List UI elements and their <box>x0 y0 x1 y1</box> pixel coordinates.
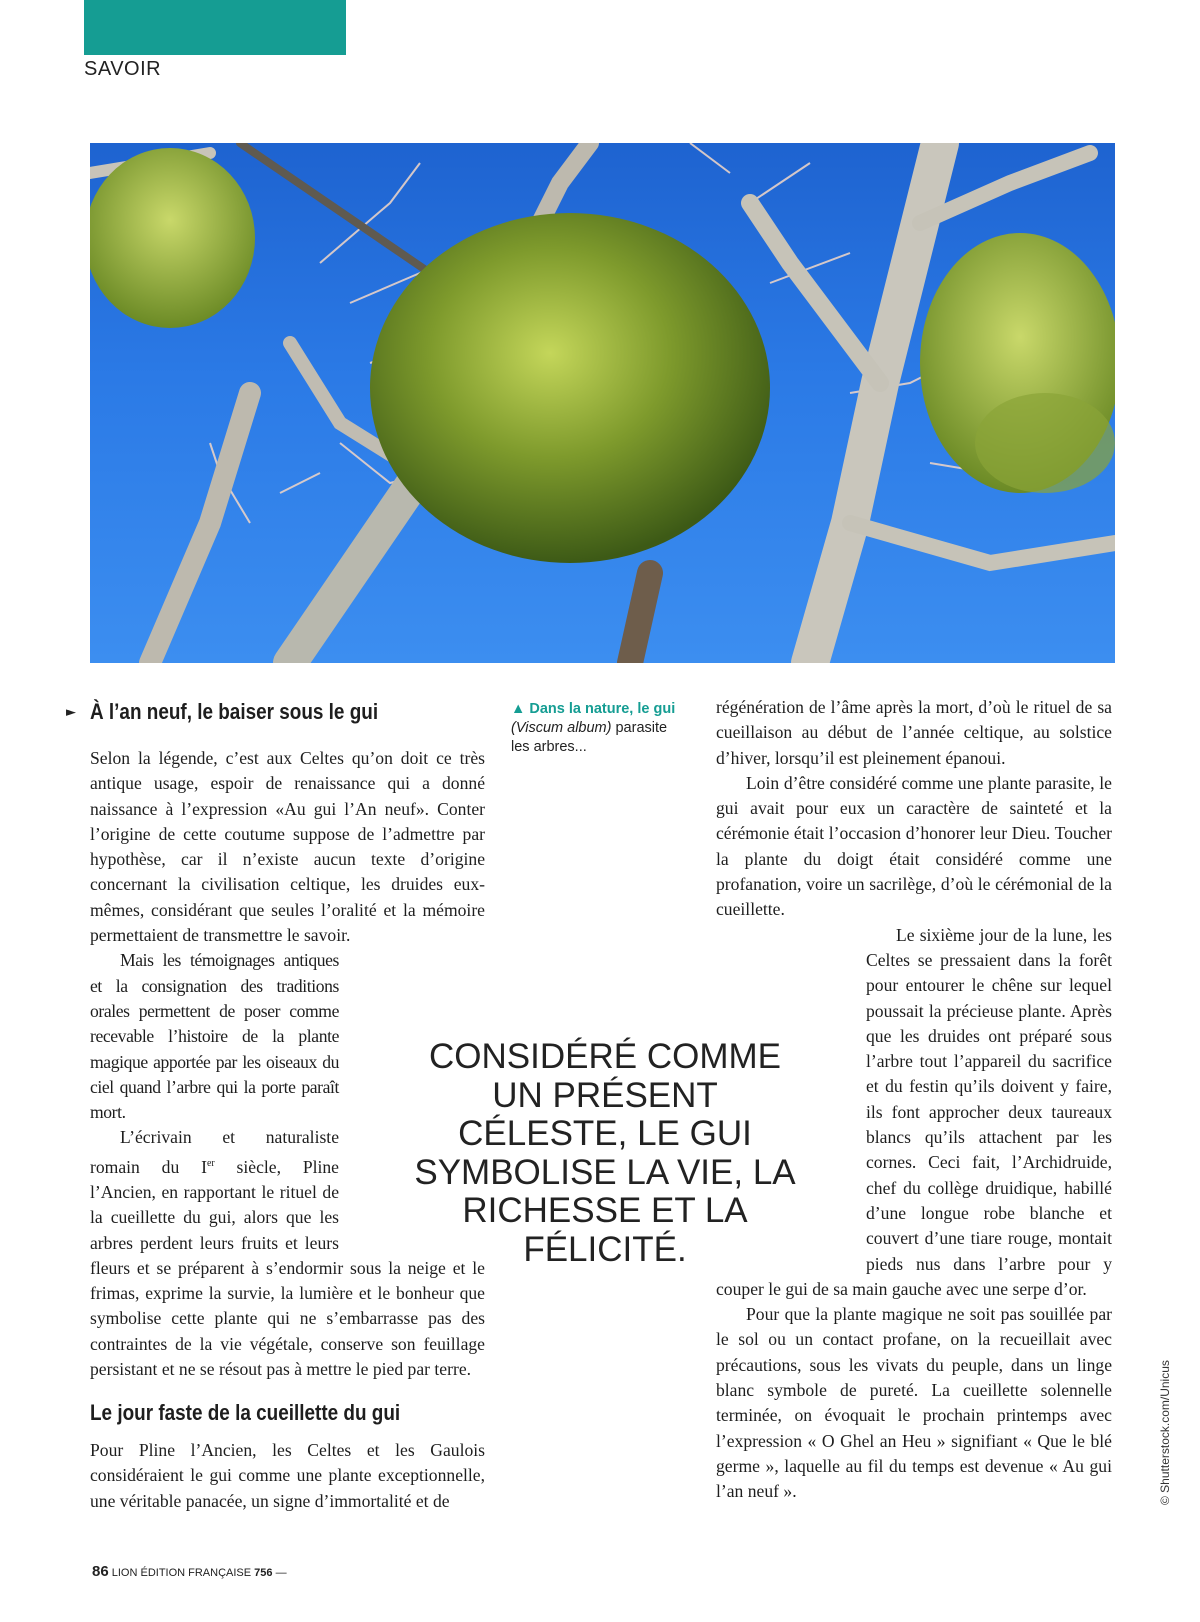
paragraph-saintete: Loin d’être considéré comme une plante parasite, le gui avait pour eux un caractère de sainteté et la cérémonie était l’occasion d’honorer leur Dieu. Toucher la plante du doigt était considéré comme une profanation, voire un sacrilège, d’où le cérémonial de la cueillette. <box>716 772 1112 920</box>
paragraph-sixieme-jour: Le sixième jour de la lune, les Celtes se pressaient dans la forêt pour entourer le chêne sur lequel poussait la précieuse plante. Après que les druides ont préparé sous l’arbre tout l’appareil du sacrifice et du festin qu’ils doivent y faire, ils font approcher deux taureaux blancs qu’ils attachent par les cornes. Ceci fait, l’Archidruide, chef du collège druidique, habillé d’une longue robe blanche et couvert d’une tiare rouge, montait pieds nus dans l’arbre pour y couper le gui de sa main gauche avec une serpe d’or. <box>716 924 1112 1299</box>
paragraph-panacee: Pour Pline l’Ancien, les Celtes et les Gaulois considéraient le gui comme une plante exceptionnelle, une véritable panacée, un signe d’immortalité et de <box>90 1440 485 1511</box>
paragraph-intro: Selon la légende, c’est aux Celtes qu’on doit ce très antique usage, espoir de renaissance qui a donné naissance à l’expression «Au gui l’An neuf». Conter l’origine de cette coutume suppose de l’admettre par hypothèse, car il n’existe aucun texte d’origine concernant la civilisation celtique, les druides eux-mêmes, considérant que seules l’oralité et la mémoire permettaient de transmettre le savoir. <box>90 748 485 946</box>
pull-quote: CONSIDÉRÉ COMME UN PRÉSENT CÉLESTE, LE GUI SYMBOLISE LA VIE, LA RICHESSE ET LA FÉLICITÉ. <box>414 1037 796 1269</box>
page-footer: 86 LION ÉDITION FRANÇAISE 756 — <box>92 1563 287 1580</box>
paragraph-ghel-an-heu: Pour que la plante magique ne soit pas souillée par le sol ou un contact profane, on la recueillait avec précautions, sous les vivats du peuple, dans un linge blanc symbole de pureté. La cueillette solennelle terminée, on évoquait le prochain printemps avec l’expression « O Ghel an Heu » signifiant « Que le blé germe », laquelle au fil du temps est devenue « Au gui l’an neuf ». <box>716 1304 1112 1502</box>
issue-number: 756 <box>254 1567 273 1579</box>
heading-cueillette: Le jour faste de la cueillette du gui <box>90 1400 401 1425</box>
caption-title: Dans la nature, le gui <box>529 701 676 717</box>
section-color-tab <box>84 0 346 55</box>
heading-arrow-icon: ► <box>66 705 76 720</box>
heading-an-neuf: À l’an neuf, le baiser sous le gui <box>90 699 379 724</box>
mistletoe-photo <box>90 143 1115 663</box>
photo-caption: ▲ Dans la nature, le gui (Viscum album) parasite les arbres... <box>511 701 676 755</box>
paragraph-pline: L’écrivain et naturaliste romain du Ier siècle, Pline l’Ancien, en rapportant le rituel de la cueillette du gui, alors que les arbres perdent leurs fruits et leurs fleurs et se préparent à s’endormir sous la neige et le frimas, exprime la survie, la lumière et le bonheur que symbolise cette plante qui ne s’embarrasse pas des contraintes de la vie végétale, conserve son feuillage persistant et ne se résout pas à mettre le pied par terre. <box>90 1127 485 1379</box>
section-label: SAVOIR <box>84 58 162 80</box>
right-column <box>716 695 1112 1505</box>
left-column-end <box>90 1438 485 1514</box>
paragraph-regeneration: régénération de l’âme après la mort, d’où le rituel de sa cueillaison au début de l’année celtique, au solstice d’hiver, lorsqu’il est pleinement épanoui. <box>716 697 1112 768</box>
magazine-name: LION ÉDITION FRANÇAISE <box>111 1567 252 1579</box>
page-number: 86 <box>92 1563 109 1580</box>
paragraph-temoignages: Mais les témoignages antiques et la consignation des traditions orales permettent de poser comme recevable l’histoire de la plante magique apportée par les oiseaux du ciel quand l’arbre qui la porte paraît mort. <box>90 950 339 1123</box>
photo-credit: © Shutterstock.com/Unicus <box>1158 1360 1172 1505</box>
